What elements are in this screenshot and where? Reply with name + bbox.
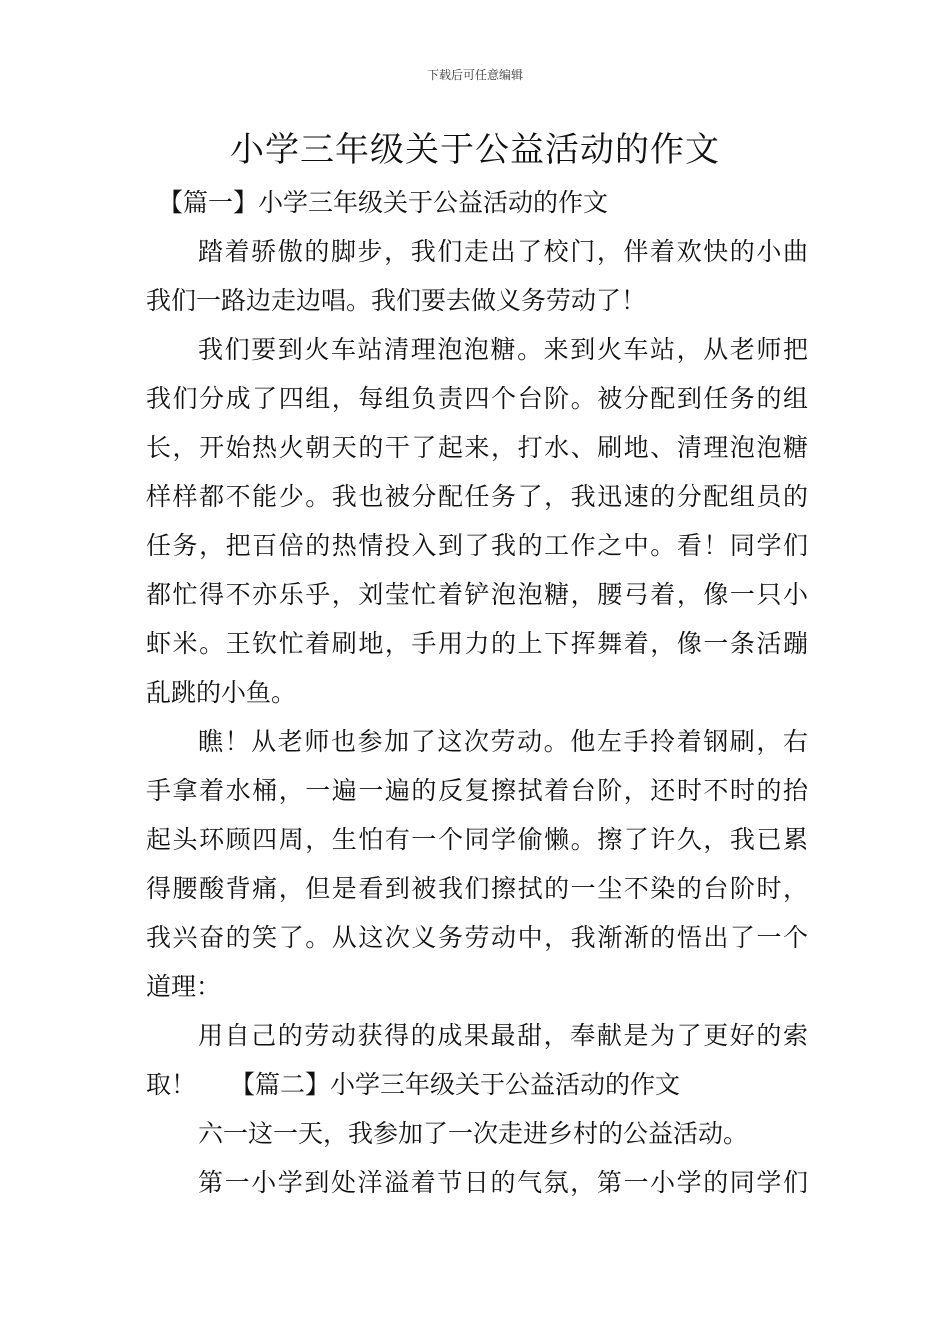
paragraph-line: 乱跳的小鱼。 [146,678,297,707]
paragraph-line: 都忙得不亦乐乎，刘莹忙着铲泡泡糖，腰弓着，像一只小 [146,580,808,609]
paragraph-line: 六一这一天，我参加了一次走进乡村的公益活动。 [198,1119,749,1148]
paragraph-line: 我们一路边走边唱。我们要去做义务劳动了！ [146,286,647,315]
paragraph-line: 虾米。王钦忙着刷地，手用力的上下挥舞着，像一条活蹦 [146,629,808,658]
paragraph-line: 踏着骄傲的脚步，我们走出了校门，伴着欢快的小曲 [198,237,808,266]
document-title: 小学三年级关于公益活动的作文 [230,130,720,170]
paragraph-line: 用自己的劳动获得的成果最甜，奉献是为了更好的索 [198,1021,808,1050]
paragraph-line: 我们要到火车站清理泡泡糖。来到火车站，从老师把 [198,335,808,364]
paragraph-line: 手拿着水桶，一遍一遍的反复擦拭着台阶，还时不时的抬 [146,776,808,805]
document-body [146,178,808,1207]
paragraph-line: 得腰酸背痛，但是看到被我们擦拭的一尘不染的台阶时， [146,874,808,903]
paragraph-line [146,1060,808,1109]
paragraph-line: 道理： [146,972,222,1001]
paragraph-line: 任务，把百倍的热情投入到了我的工作之中。看！同学们 [146,531,808,560]
paragraph-line: 我们分成了四组，每组负责四个台阶。被分配到任务的组 [146,384,808,413]
paragraph-line: 样样都不能少。我也被分配任务了，我迅速的分配组员的 [146,482,808,511]
paragraph-line: 长，开始热火朝天的干了起来，打水、刷地、清理泡泡糖 [146,433,808,462]
paragraph-line: 瞧！从老师也参加了这次劳动。他左手拎着钢刷，右 [198,727,808,756]
paragraph-line-end: 取！ [146,1070,197,1099]
paragraph-line: 我兴奋的笑了。从这次义务劳动中，我渐渐的悟出了一个 [146,923,808,952]
section-heading-2: 【篇二】小学三年级关于公益活动的作文 [230,1070,681,1099]
paragraph-line: 起头环顾四周，生怕有一个同学偷懒。擦了许久，我已累 [146,825,808,854]
paragraph-line: 第一小学到处洋溢着节日的气氛，第一小学的同学们 [198,1168,808,1197]
header-note: 下载后可任意编辑 [426,68,523,82]
section-heading-1: 【篇一】小学三年级关于公益活动的作文 [158,188,609,217]
